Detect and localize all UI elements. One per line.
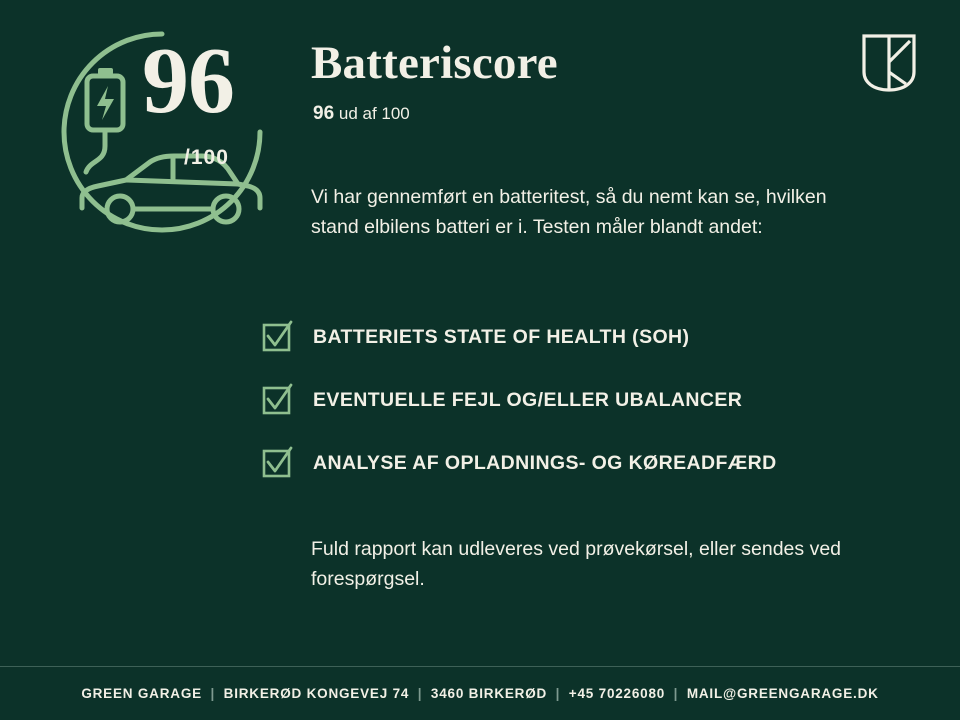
- score-value: 96: [142, 29, 234, 133]
- feature-checklist: [262, 308, 882, 497]
- subtitle-rest: ud af 100: [334, 104, 410, 123]
- footer-separator: |: [417, 686, 423, 701]
- green-garage-logo: [860, 32, 918, 94]
- checkbox-checked-icon: [262, 322, 292, 352]
- checkbox-checked-icon: [262, 448, 292, 478]
- footer-company: GREEN GARAGE: [81, 686, 202, 701]
- outro-paragraph: Fuld rapport kan udleveres ved prøvekørsel, eller sendes ved forespørgsel.: [311, 538, 842, 591]
- battery-charging-icon: [86, 68, 123, 172]
- electric-car-icon: [82, 156, 260, 222]
- checkbox-checked-icon: [262, 385, 292, 415]
- footer-separator: |: [555, 686, 561, 701]
- page-title: Batteriscore: [311, 37, 558, 89]
- list-item: [262, 308, 882, 366]
- footer-phone[interactable]: +45 70226080: [568, 686, 666, 701]
- footer-separator: |: [210, 686, 216, 701]
- subtitle-score: 96: [313, 103, 335, 124]
- score-max: /100: [184, 146, 229, 169]
- checklist-label: EVENTUELLE FEJL OG/ELLER UBALANCER: [313, 388, 743, 411]
- footer-postal-city: 3460 BIRKERØD: [430, 686, 548, 701]
- list-item: [262, 434, 882, 492]
- footer-separator: |: [673, 686, 679, 701]
- checklist-label: ANALYSE AF OPLADNINGS- OG KØREADFÆRD: [313, 451, 777, 474]
- footer-address: BIRKERØD KONGEVEJ 74: [223, 686, 410, 701]
- list-item: [262, 371, 882, 429]
- footer: [0, 667, 960, 720]
- battery-score-badge: [42, 22, 292, 242]
- checklist-label: BATTERIETS STATE OF HEALTH (SOH): [313, 325, 690, 348]
- page-subtitle: [313, 103, 410, 125]
- intro-paragraph: Vi har gennemført en batteritest, så du nemt kan se, hvilken stand elbilens batteri er i. Testen måler blandt andet:: [311, 186, 827, 239]
- footer-email[interactable]: MAIL@GREENGARAGE.DK: [686, 686, 879, 701]
